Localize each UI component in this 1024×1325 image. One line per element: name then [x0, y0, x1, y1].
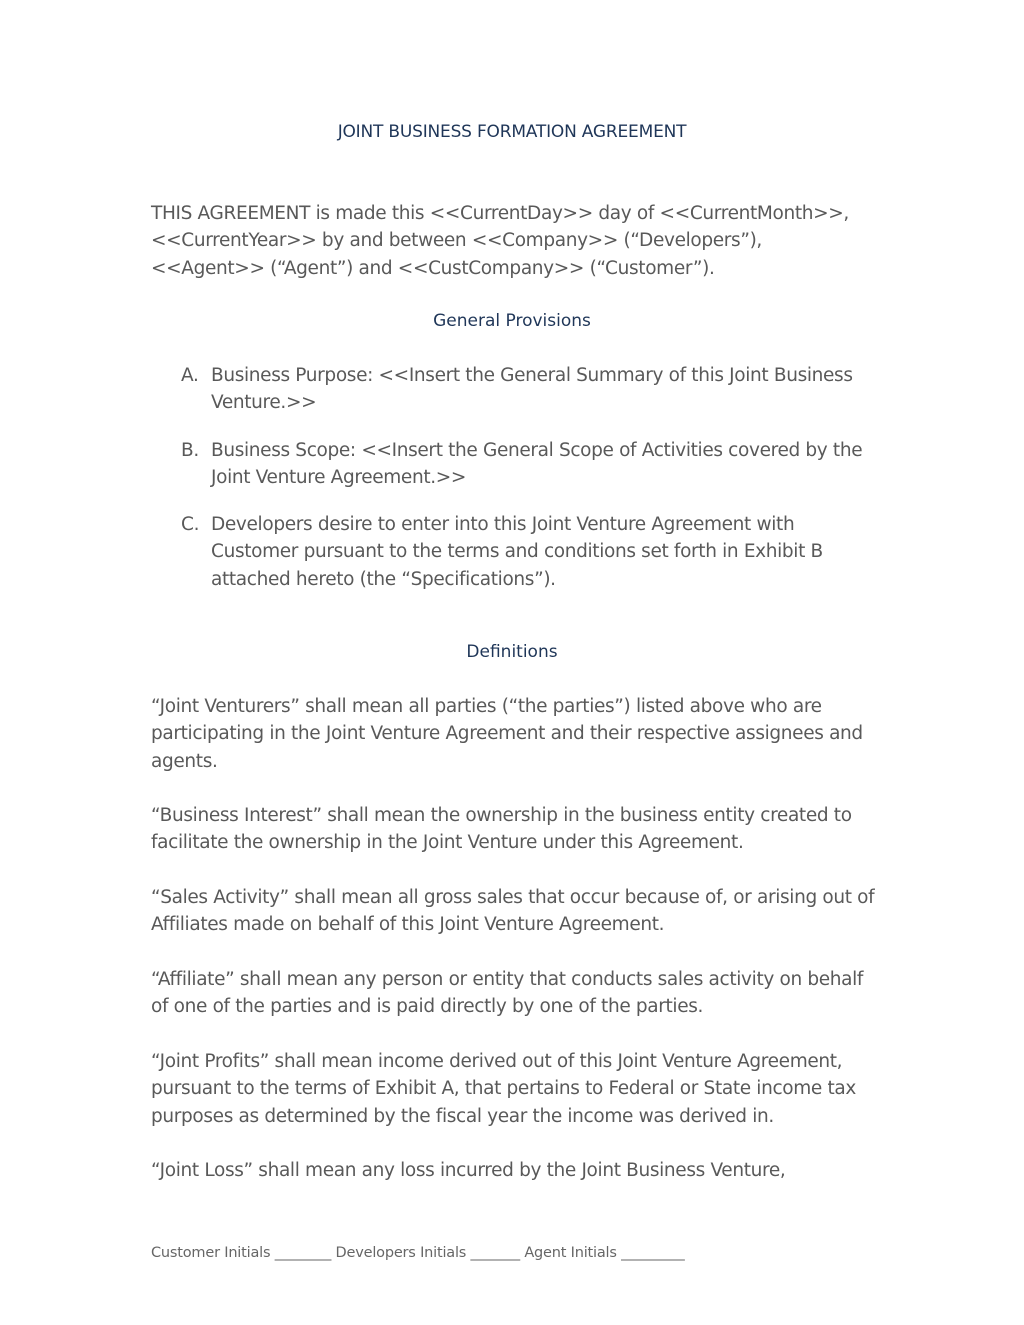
definition-business-interest: “Business Interest” shall mean the ownership in the business entity created to facilitate the ownership in the Joint Venture under this Agreement. — [151, 805, 852, 854]
initials-footer: Customer Initials ________ Developers Initials _______ Agent Initials _________ — [151, 1245, 685, 1261]
provision-item-c — [181, 511, 881, 593]
list-marker: C. — [181, 514, 200, 535]
provision-text: Business Scope: <<Insert the General Scope of Activities covered by the Joint Venture Agreement.>> — [211, 440, 863, 489]
list-marker: A. — [181, 365, 199, 386]
definition-joint-venturers: “Joint Venturers” shall mean all parties (“the parties”) listed above who are participating in the Joint Venture Agreement and their respective assignees and agents. — [151, 696, 863, 772]
provision-item-a — [181, 362, 881, 417]
definition-joint-profits: “Joint Profits” shall mean income derived out of this Joint Venture Agreement, pursuant to the terms of Exhibit A, that pertains to Federal or State income tax purposes as determined by the fiscal year the income was derived in. — [151, 1051, 856, 1127]
definitions-heading: Definitions — [466, 642, 558, 662]
list-marker: B. — [181, 440, 199, 461]
intro-paragraph: THIS AGREEMENT is made this <<CurrentDay>> day of <<CurrentMonth>>, <<CurrentYear>> by and between <<Company>> (“Developers”), <<Agent>> (“Agent”) and <<CustCompany>> (“Customer”). — [151, 203, 849, 279]
definition-affiliate: “Affiliate” shall mean any person or entity that conducts sales activity on behalf of one of the parties and is paid directly by one of the parties. — [151, 969, 864, 1018]
provision-text: Business Purpose: <<Insert the General Summary of this Joint Business Venture.>> — [211, 365, 853, 414]
provision-item-b — [181, 437, 881, 492]
definition-joint-loss: “Joint Loss” shall mean any loss incurred by the Joint Business Venture, — [151, 1160, 786, 1181]
definition-sales-activity: “Sales Activity” shall mean all gross sales that occur because of, or arising out of Affiliates made on behalf of this Joint Venture Agreement. — [151, 887, 875, 936]
provision-text: Developers desire to enter into this Joint Venture Agreement with Customer pursuant to the terms and conditions set forth in Exhibit B attached hereto (the “Specifications”). — [211, 514, 823, 590]
general-provisions-heading: General Provisions — [433, 311, 591, 331]
document-title: JOINT BUSINESS FORMATION AGREEMENT — [337, 122, 687, 142]
